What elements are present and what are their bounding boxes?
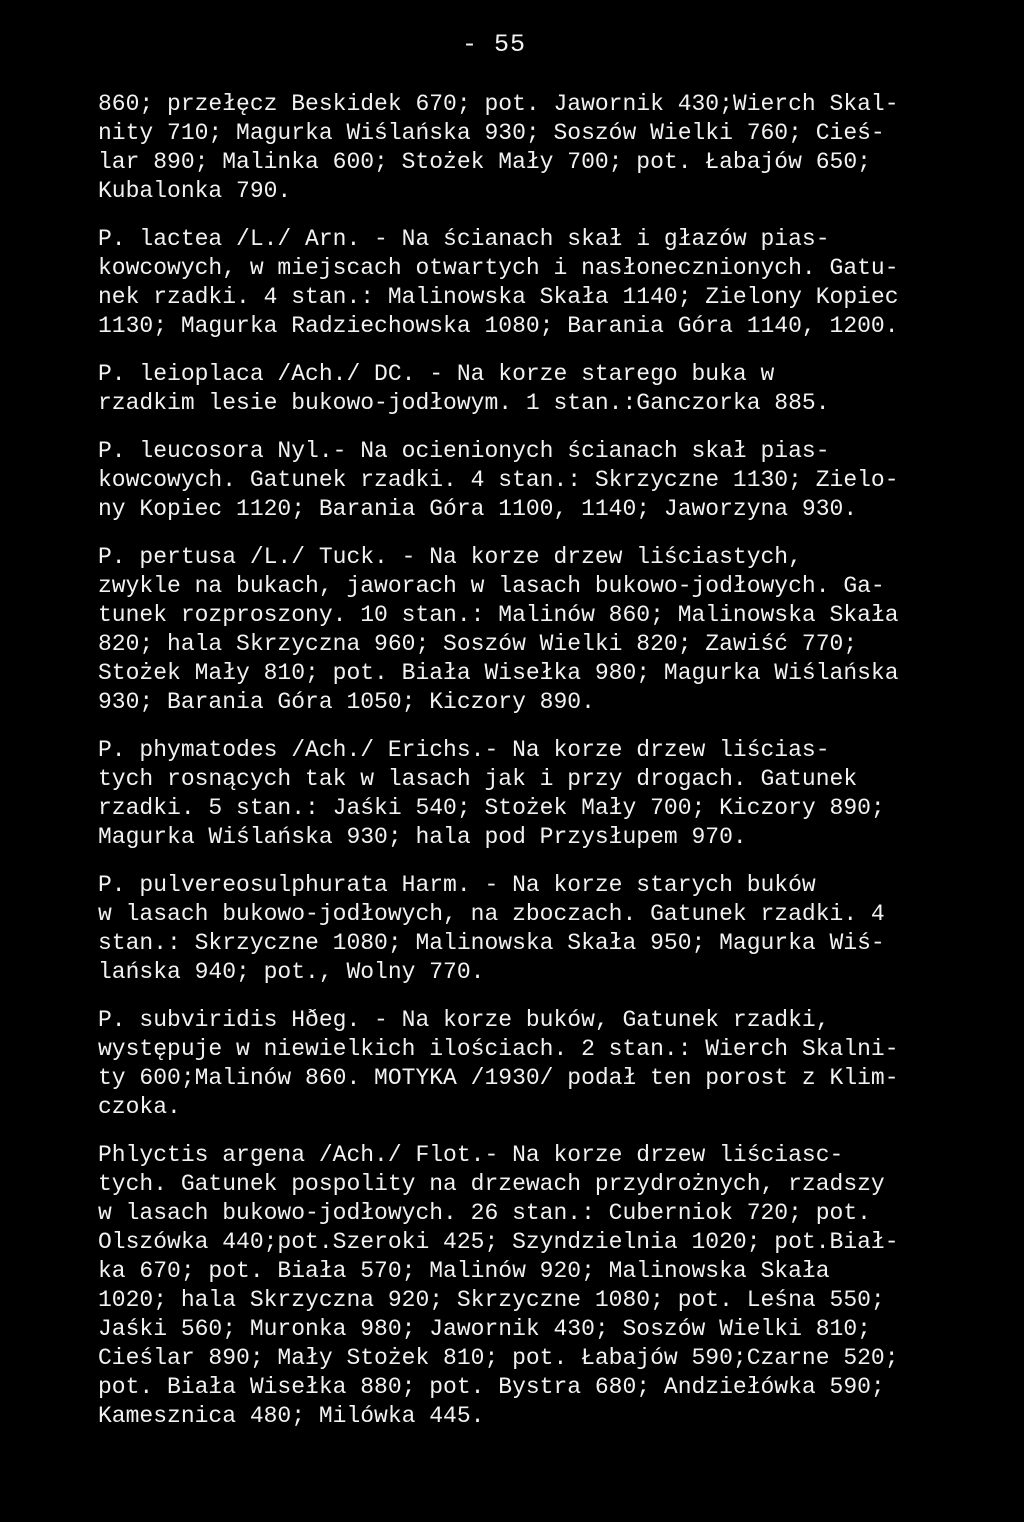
- text-line: 930; Barania Góra 1050; Kiczory 890.: [98, 689, 595, 715]
- text-line: występuje w niewielkich ilościach. 2 stan.: Wierch Skalni-: [98, 1036, 899, 1062]
- paragraph: [98, 90, 938, 206]
- text-line: P. phymatodes /Ach./ Erichs.- Na korze drzew liścias-: [98, 737, 830, 763]
- text-line: kowcowych, w miejscach otwartych i nasłonecznionych. Gatu-: [98, 255, 899, 281]
- text-line: rzadki. 5 stan.: Jaśki 540; Stożek Mały 700; Kiczory 890;: [98, 795, 885, 821]
- text-line: rzadkim lesie bukowo-jodłowym. 1 stan.:Ganczorka 885.: [98, 390, 830, 416]
- text-line: nity 710; Magurka Wiślańska 930; Soszów Wielki 760; Cieś-: [98, 120, 885, 146]
- text-line: stan.: Skrzyczne 1080; Malinowska Skała 950; Magurka Wiś-: [98, 930, 885, 956]
- text-line: w lasach bukowo-jodłowych, na zboczach. Gatunek rzadki. 4: [98, 901, 885, 927]
- text-line: 860; przełęcz Beskidek 670; pot. Jawornik 430;Wierch Skal-: [98, 91, 899, 117]
- text-line: Jaśki 560; Muronka 980; Jawornik 430; Soszów Wielki 810;: [98, 1316, 871, 1342]
- text-line: P. leucosora Nyl.- Na ocienionych ścianach skał pias-: [98, 438, 830, 464]
- text-line: lar 890; Malinka 600; Stożek Mały 700; pot. Łabajów 650;: [98, 149, 871, 175]
- text-line: Cieślar 890; Mały Stożek 810; pot. Łabajów 590;Czarne 520;: [98, 1345, 899, 1371]
- paragraph: [98, 1006, 938, 1122]
- text-line: kowcowych. Gatunek rzadki. 4 stan.: Skrzyczne 1130; Zielo-: [98, 467, 899, 493]
- text-line: Phlyctis argena /Ach./ Flot.- Na korze drzew liściasc-: [98, 1142, 844, 1168]
- page-number: - 55: [462, 30, 527, 59]
- text-line: P. pertusa /L./ Tuck. - Na korze drzew liściastych,: [98, 544, 802, 570]
- paragraph: [98, 360, 938, 418]
- text-line: ty 600;Malinów 860. MOTYKA /1930/ podał ten porost z Klim-: [98, 1065, 899, 1091]
- paragraph: [98, 225, 938, 341]
- text-line: lańska 940; pot., Wolny 770.: [98, 959, 485, 985]
- text-line: pot. Biała Wisełka 880; pot. Bystra 680; Andziełówka 590;: [98, 1374, 885, 1400]
- text-line: 820; hala Skrzyczna 960; Soszów Wielki 820; Zawiść 770;: [98, 631, 858, 657]
- text-line: ny Kopiec 1120; Barania Góra 1100, 1140; Jaworzyna 930.: [98, 496, 858, 522]
- text-line: 1130; Magurka Radziechowska 1080; Barania Góra 1140, 1200.: [98, 313, 899, 339]
- paragraph: [98, 1141, 938, 1431]
- text-line: tych. Gatunek pospolity na drzewach przydrożnych, rzadszy: [98, 1171, 885, 1197]
- document-body: [98, 90, 938, 1450]
- text-line: tych rosnących tak w lasach jak i przy drogach. Gatunek: [98, 766, 858, 792]
- text-line: tunek rozproszony. 10 stan.: Malinów 860; Malinowska Skała: [98, 602, 899, 628]
- text-line: P. subviridis Hðeg. - Na korze buków, Gatunek rzadki,: [98, 1007, 830, 1033]
- text-line: 1020; hala Skrzyczna 920; Skrzyczne 1080; pot. Leśna 550;: [98, 1287, 885, 1313]
- text-line: Olszówka 440;pot.Szeroki 425; Szyndzielnia 1020; pot.Biał-: [98, 1229, 899, 1255]
- paragraph: [98, 736, 938, 852]
- text-line: P. leioplaca /Ach./ DC. - Na korze starego buka w: [98, 361, 775, 387]
- text-line: P. lactea /L./ Arn. - Na ścianach skał i głazów pias-: [98, 226, 830, 252]
- text-line: Kamesznica 480; Milówka 445.: [98, 1403, 485, 1429]
- text-line: w lasach bukowo-jodłowych. 26 stan.: Cuberniok 720; pot.: [98, 1200, 871, 1226]
- paragraph: [98, 871, 938, 987]
- text-line: P. pulvereosulphurata Harm. - Na korze starych buków: [98, 872, 816, 898]
- text-line: zwykle na bukach, jaworach w lasach bukowo-jodłowych. Ga-: [98, 573, 885, 599]
- text-line: Magurka Wiślańska 930; hala pod Przysłupem 970.: [98, 824, 747, 850]
- paragraph: [98, 543, 938, 717]
- text-line: Stożek Mały 810; pot. Biała Wisełka 980; Magurka Wiślańska: [98, 660, 899, 686]
- text-line: ka 670; pot. Biała 570; Malinów 920; Malinowska Skała: [98, 1258, 830, 1284]
- text-line: Kubalonka 790.: [98, 178, 292, 204]
- text-line: nek rzadki. 4 stan.: Malinowska Skała 1140; Zielony Kopiec: [98, 284, 899, 310]
- paragraph: [98, 437, 938, 524]
- text-line: czoka.: [98, 1094, 181, 1120]
